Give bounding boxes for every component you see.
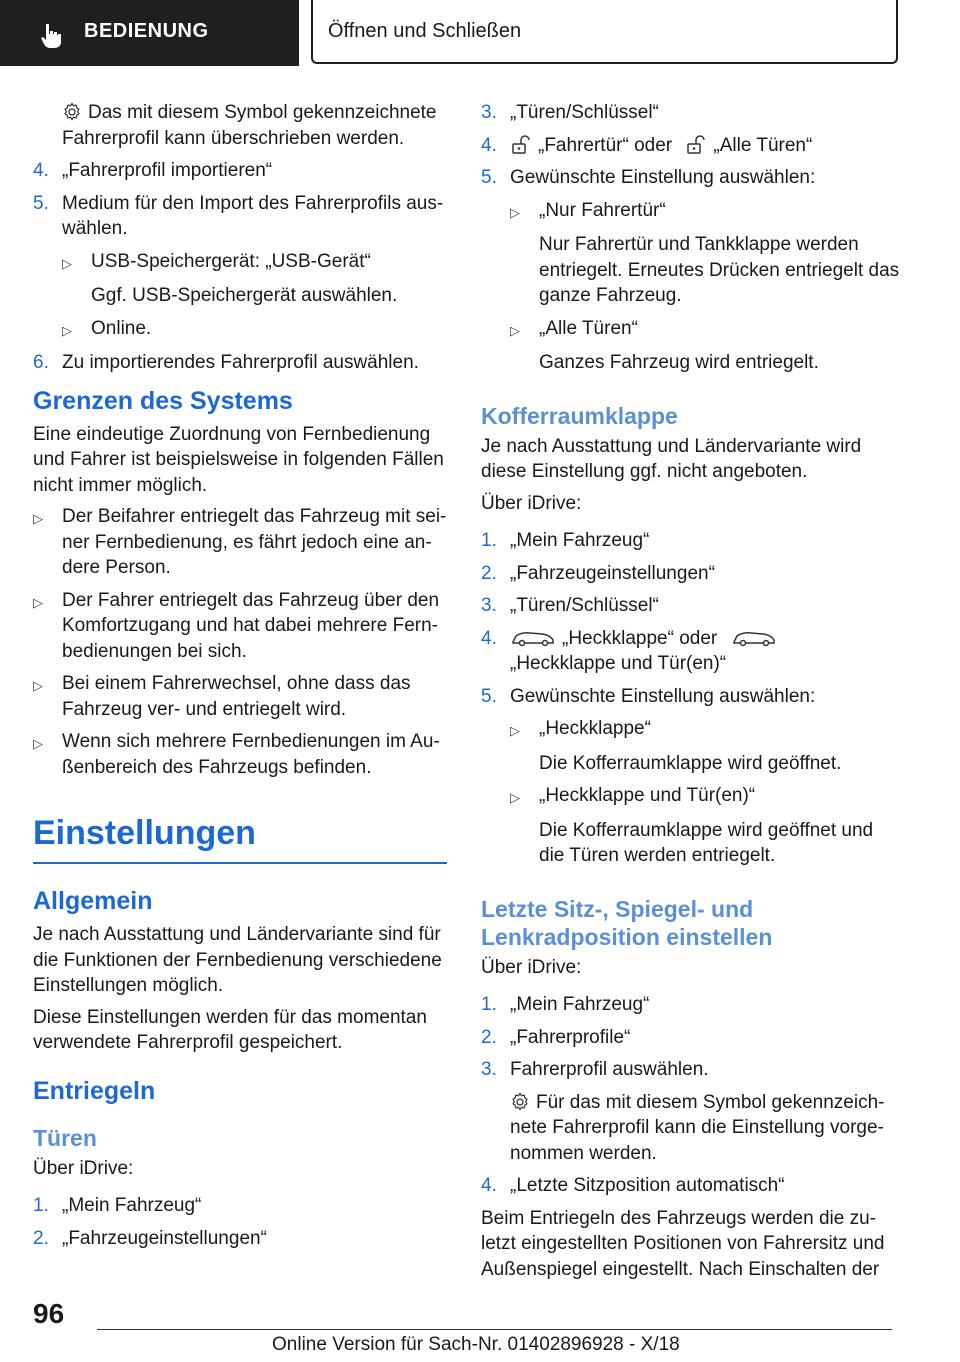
heading-grenzen: Grenzen des Systems [33, 386, 293, 415]
list-item: 3. Fahrerprofil auswählen. [481, 1059, 709, 1080]
heading-tueren: Türen [33, 1124, 97, 1151]
paragraph: Eine eindeutige Zuordnung von Fernbedienung und Fahrer ist beispielsweise in folgenden Fällen nicht immer möglich. [33, 423, 444, 496]
heading-kofferraumklappe: Kofferraumklappe [481, 402, 678, 429]
hand-icon [38, 22, 64, 48]
bullet-item: ▷ „Alle Türen“ [510, 316, 901, 344]
triangle-bullet-icon: ▷ [62, 322, 72, 338]
bullet-item: ▷ Bei einem Fahrerwechsel, ohne dass das Fahrzeug ver- und entriegelt wird. [33, 671, 447, 722]
list-item: 2. „Fahrerprofile“ [481, 1026, 631, 1048]
gear-icon [510, 1092, 530, 1112]
list-item: 4. „Heckklappe“ oder „Heckklappe und Tür(en)“ [481, 626, 901, 677]
unlock-all-doors-icon [685, 135, 707, 155]
heading-entriegeln: Entriegeln [33, 1076, 156, 1105]
chapter-tab [311, 0, 898, 64]
page-header [0, 0, 960, 66]
list-item: 2. „Fahrzeugeinstellungen“ [481, 562, 715, 584]
triangle-bullet-icon: ▷ [33, 736, 43, 751]
heading-allgemein: Allgemein [33, 887, 153, 915]
section-tab [0, 0, 299, 66]
list-item: 3. „Türen/Schlüssel“ [481, 102, 659, 123]
bullet-item: ▷ Online. [62, 316, 447, 344]
footer-online-version: Online Version für Sach-Nr. 01402896928 - X/18 [272, 1334, 680, 1355]
bullet-subtext: Ggf. USB-Speichergerät auswählen. [91, 285, 398, 306]
list-item: 5. Gewünschte Einstellung auswählen: [481, 685, 816, 707]
paragraph: Über iDrive: [481, 956, 582, 978]
left-column [33, 100, 447, 1258]
list-item: 3. „Türen/Schlüssel“ [481, 595, 659, 616]
footer-divider [97, 1329, 892, 1330]
list-item: 5. Gewünschte Einstellung auswählen: [481, 167, 816, 188]
triangle-bullet-icon: ▷ [33, 511, 43, 526]
bullet-subtext: Die Kofferraumklappe wird geöffnet. [539, 752, 842, 774]
paragraph: Beim Entriegeln des Fahrzeugs werden die zu-letzt eingestellten Positionen von Fahrersitz und Außenspiegel eingestellt. Nach Einschalten der [481, 1207, 885, 1280]
triangle-bullet-icon: ▷ [33, 678, 43, 693]
paragraph: Je nach Ausstattung und Ländervariante wird diese Einstellung ggf. nicht angeboten. [481, 435, 862, 482]
list-item: 1. „Mein Fahrzeug“ [481, 530, 650, 551]
bullet-subtext: Die Kofferraumklappe wird geöffnet und die Türen werden entriegelt. [539, 819, 874, 866]
gear-note: Das mit diesem Symbol gekennzeichnete Fahrerprofil kann überschrieben werden. [62, 102, 437, 149]
list-item: 5. Medium für den Import des Fahrerprofils aus-wählen. [33, 192, 444, 239]
list-item: 4. „Fahrerprofil importieren“ [33, 160, 273, 181]
bullet-subtext: Nur Fahrertür und Tankklappe werden entriegelt. Erneutes Drücken entriegelt das ganze Fahrzeug. [539, 234, 900, 306]
triangle-bullet-icon: ▷ [510, 790, 520, 805]
triangle-bullet-icon: ▷ [510, 322, 520, 338]
triangle-bullet-icon: ▷ [33, 594, 43, 610]
triangle-bullet-icon: ▷ [510, 723, 520, 738]
list-item: 6. Zu importierendes Fahrerprofil auswählen. [33, 352, 419, 373]
paragraph: Über iDrive: [481, 492, 582, 514]
gear-icon [62, 102, 82, 122]
heading-einstellungen: Einstellungen [33, 812, 447, 864]
car-tailgate-doors-icon [731, 628, 777, 648]
bullet-item: ▷ USB-Speichergerät: „USB-Gerät“ [62, 249, 447, 277]
bullet-item: ▷ „Heckklappe und Tür(en)“ [510, 783, 901, 811]
unlock-driver-door-icon [510, 135, 532, 155]
list-item: 1. „Mein Fahrzeug“ [481, 994, 650, 1015]
right-column [481, 100, 901, 1288]
chapter-title: Öffnen und Schließen [328, 20, 522, 42]
list-item: 4. „Fahrertür“ oder „Alle Türen“ [481, 134, 813, 156]
bullet-item: ▷ Der Beifahrer entriegelt das Fahrzeug mit sei-ner Fernbedienung, es fährt jedoch eine an-dere Person. [33, 504, 447, 581]
paragraph: Diese Einstellungen werden für das momentan verwendete Fahrerprofil gespeichert. [33, 1006, 427, 1053]
bullet-subtext: Ganzes Fahrzeug wird entriegelt. [539, 352, 819, 373]
bullet-item: ▷ Der Fahrer entriegelt das Fahrzeug über den Komfortzugang und hat dabei mehrere Fern-bedienungen bei sich. [33, 588, 447, 665]
triangle-bullet-icon: ▷ [62, 255, 72, 271]
car-tailgate-icon [510, 628, 556, 648]
bullet-item: ▷ „Heckklappe“ [510, 716, 901, 744]
list-item: 2. „Fahrzeugeinstellungen“ [33, 1227, 267, 1249]
triangle-bullet-icon: ▷ [510, 204, 520, 220]
list-item: 4. „Letzte Sitzposition automatisch“ [481, 1175, 785, 1196]
list-item: 1. „Mein Fahrzeug“ [33, 1195, 202, 1216]
page-number: 96 [33, 1298, 65, 1329]
section-title: BEDIENUNG [84, 20, 209, 42]
paragraph: Je nach Ausstattung und Ländervariante sind für die Funktionen der Fernbedienung verschiedene Einstellungen möglich. [33, 924, 442, 996]
heading-sitzposition: Letzte Sitz-, Spiegel- und Lenkradposition einstellen [481, 895, 773, 950]
gear-note: Für das mit diesem Symbol gekennzeich-nete Fahrerprofil kann die Einstellung vorge-nommen werden. [510, 1091, 885, 1164]
bullet-item: ▷ Wenn sich mehrere Fernbedienungen im Au-ßenbereich des Fahrzeugs befinden. [33, 729, 447, 780]
paragraph: Über iDrive: [33, 1157, 134, 1179]
bullet-item: ▷ „Nur Fahrertür“ [510, 198, 901, 226]
